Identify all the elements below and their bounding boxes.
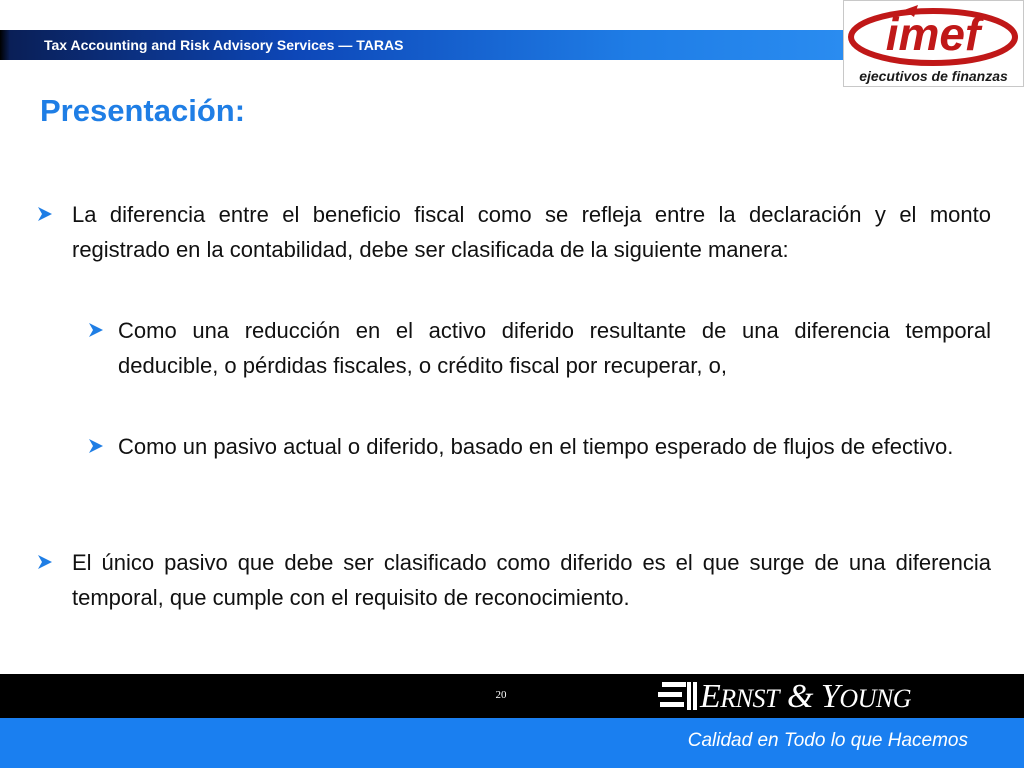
footer-slogan: Calidad en Todo lo que Hacemos bbox=[687, 730, 968, 751]
bullet-level2-1: Como una reducción en el activo diferido resultante de una diferencia temporal deducible, o pérdidas fiscales, o crédito fiscal por recuperar, o, bbox=[118, 318, 991, 378]
arrowhead-bullet-icon bbox=[37, 554, 53, 570]
bullet-level1-1: La diferencia entre el beneficio fiscal como se refleja entre la declaración y el monto registrado en la contabilidad, debe ser clasificada de la siguiente manera: bbox=[72, 202, 991, 262]
imef-wordmark: imef bbox=[885, 8, 981, 60]
page-title: Presentación: bbox=[40, 93, 246, 128]
header-title: Tax Accounting and Risk Advisory Services — TARAS bbox=[44, 37, 404, 53]
arrowhead-bullet-icon bbox=[88, 322, 104, 338]
imef-tagline: ejecutivos de finanzas bbox=[859, 68, 1008, 84]
arrowhead-bullet-icon bbox=[37, 206, 53, 222]
ey-stripes-icon bbox=[658, 680, 698, 714]
bullet-level2-2: Como un pasivo actual o diferido, basado en el tiempo esperado de flujos de efectivo. bbox=[118, 434, 954, 459]
ernst-young-wordmark: ERNST & YOUNG bbox=[700, 678, 912, 715]
bullet-level1-2: El único pasivo que debe ser clasificado como diferido es el que surge de una diferencia temporal, que cumple con el requisito de reconocimiento. bbox=[72, 550, 991, 610]
arrowhead-bullet-icon bbox=[88, 438, 104, 454]
page-number: 20 bbox=[495, 689, 507, 701]
imef-logo bbox=[843, 0, 1024, 87]
